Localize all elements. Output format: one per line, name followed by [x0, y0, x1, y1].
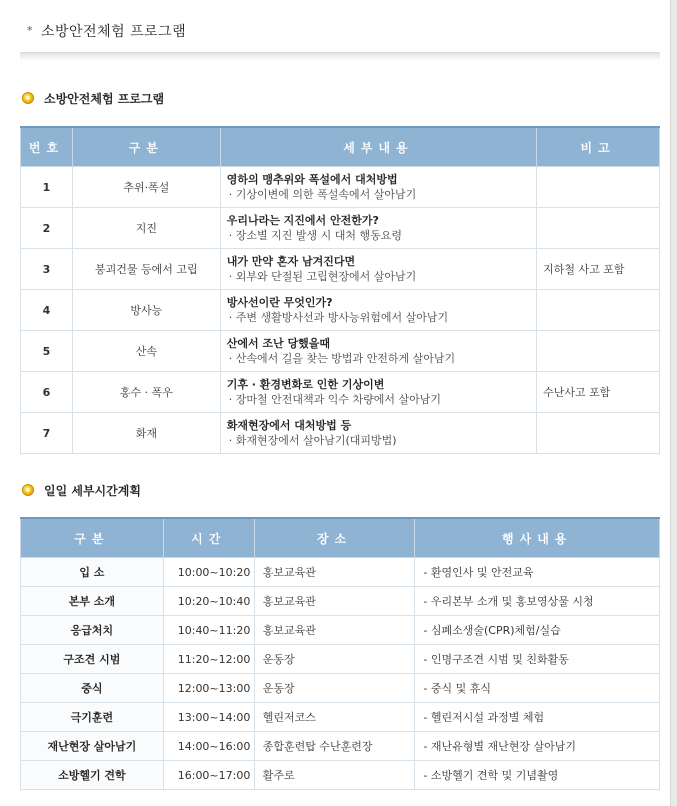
row-activity: - 환영인사 및 안전교육	[415, 558, 660, 587]
detail-title: 화재현장에서 대처방법 등	[226, 419, 352, 432]
row-place: 종합훈련탑 수난훈련장	[254, 732, 415, 761]
row-note	[537, 413, 660, 454]
row-activity: - 우리본부 소개 및 홍보영상물 시청	[415, 587, 660, 616]
row-time: 13:00~14:00	[163, 703, 254, 732]
header-note: 비고	[537, 127, 660, 167]
row-activity: - 인명구조견 시범 및 친화활동	[415, 645, 660, 674]
row-category: 재난현장 살아남기	[21, 732, 164, 761]
row-note: 지하철 사고 포함	[537, 249, 660, 290]
row-category: 구조견 시범	[21, 645, 164, 674]
row-number: 5	[21, 331, 73, 372]
detail-title: 우리나라는 지진에서 안전한가?	[226, 214, 379, 227]
row-detail	[220, 331, 536, 372]
row-note	[537, 167, 660, 208]
table-row	[21, 703, 660, 732]
row-place: 운동장	[254, 645, 415, 674]
detail-subtitle: · 화재현장에서 살아남기(대피방법)	[228, 434, 397, 447]
table-row	[21, 167, 660, 208]
detail-subtitle: · 기상이변에 의한 폭설속에서 살아남기	[228, 188, 417, 201]
table-row	[21, 674, 660, 703]
star-icon: *	[27, 24, 33, 37]
row-detail	[220, 249, 536, 290]
table-row	[21, 290, 660, 331]
table-row	[21, 732, 660, 761]
table-row	[21, 208, 660, 249]
section-title-text: 소방안전체험 프로그램	[44, 92, 165, 106]
header-number: 번호	[21, 127, 73, 167]
detail-subtitle: · 주변 생활방사선과 방사능위험에서 살아남기	[228, 311, 449, 324]
row-note: 수난사고 포함	[537, 372, 660, 413]
row-time: 12:00~13:00	[163, 674, 254, 703]
schedule-table-header	[21, 518, 660, 558]
row-category: 본부 소개	[21, 587, 164, 616]
detail-subtitle: · 외부와 단절된 고립현장에서 살아남기	[228, 270, 417, 283]
row-time: 14:00~16:00	[163, 732, 254, 761]
program-table	[20, 126, 660, 454]
detail-title: 방사선이란 무엇인가?	[226, 296, 333, 309]
row-place: 운동장	[254, 674, 415, 703]
page-header	[20, 12, 660, 53]
row-detail	[220, 290, 536, 331]
row-place: 홍보교육관	[254, 587, 415, 616]
table-row	[21, 587, 660, 616]
bullet-icon	[22, 484, 34, 496]
table-row	[21, 645, 660, 674]
table-row	[21, 413, 660, 454]
detail-subtitle: · 산속에서 길을 찾는 방법과 안전하게 살아남기	[228, 352, 456, 365]
header-activity: 행사내용	[415, 518, 660, 558]
row-category: 응급처치	[21, 616, 164, 645]
table-row	[21, 249, 660, 290]
row-place: 헬린저코스	[254, 703, 415, 732]
row-place: 활주로	[254, 761, 415, 790]
header-category: 구분	[72, 127, 220, 167]
row-category: 방사능	[72, 290, 220, 331]
header-detail: 세부내용	[220, 127, 536, 167]
detail-title: 기후 · 환경변화로 인한 기상이변	[226, 378, 385, 391]
table-row	[21, 558, 660, 587]
header-divider	[20, 53, 660, 61]
section-title-text: 일일 세부시간계획	[44, 484, 141, 498]
row-time: 11:20~12:00	[163, 645, 254, 674]
row-detail	[220, 372, 536, 413]
row-place: 홍보교육관	[254, 558, 415, 587]
row-number: 6	[21, 372, 73, 413]
row-note	[537, 331, 660, 372]
detail-subtitle: · 장마철 안전대책과 익수 차량에서 살아남기	[228, 393, 441, 406]
row-activity: - 심폐소생술(CPR)체험/실습	[415, 616, 660, 645]
row-detail	[220, 413, 536, 454]
table-row	[21, 331, 660, 372]
row-number: 1	[21, 167, 73, 208]
bullet-icon	[22, 92, 34, 104]
section-title-program	[22, 90, 164, 107]
row-category: 극기훈련	[21, 703, 164, 732]
row-activity: - 재난유형별 재난현장 살아남기	[415, 732, 660, 761]
row-activity: - 중식 및 휴식	[415, 674, 660, 703]
row-number: 3	[21, 249, 73, 290]
header-time: 시간	[163, 518, 254, 558]
row-time: 16:00~17:00	[163, 761, 254, 790]
row-category: 화재	[72, 413, 220, 454]
program-table-header	[21, 127, 660, 167]
row-number: 4	[21, 290, 73, 331]
row-number: 7	[21, 413, 73, 454]
row-note	[537, 208, 660, 249]
row-place: 홍보교육관	[254, 616, 415, 645]
schedule-table	[20, 517, 660, 790]
row-time: 10:00~10:20	[163, 558, 254, 587]
table-row	[21, 372, 660, 413]
detail-subtitle: · 장소별 지진 발생 시 대처 행동요령	[228, 229, 402, 242]
row-detail	[220, 167, 536, 208]
row-activity: - 소방헬기 견학 및 기념촬영	[415, 761, 660, 790]
header-place: 장소	[254, 518, 415, 558]
section-title-schedule	[22, 482, 141, 499]
row-number: 2	[21, 208, 73, 249]
detail-title: 산에서 조난 당했을때	[226, 337, 330, 350]
detail-title: 영하의 맹추위와 폭설에서 대처방법	[226, 173, 398, 186]
row-category: 산속	[72, 331, 220, 372]
row-category: 붕괴건물 등에서 고립	[72, 249, 220, 290]
row-time: 10:20~10:40	[163, 587, 254, 616]
table-row	[21, 761, 660, 790]
row-category: 추위·폭설	[72, 167, 220, 208]
row-category: 지진	[72, 208, 220, 249]
row-note	[537, 290, 660, 331]
row-detail	[220, 208, 536, 249]
row-category: 홍수 · 폭우	[72, 372, 220, 413]
page-title: 소방안전체험 프로그램	[41, 24, 187, 40]
row-time: 10:40~11:20	[163, 616, 254, 645]
row-activity: - 헬린저시설 과정별 체험	[415, 703, 660, 732]
table-row	[21, 616, 660, 645]
row-category: 소방헬기 견학	[21, 761, 164, 790]
row-category: 중식	[21, 674, 164, 703]
row-category: 입 소	[21, 558, 164, 587]
detail-title: 내가 만약 혼자 남겨진다면	[226, 255, 356, 268]
window-frame-edge	[670, 0, 677, 806]
header-category: 구분	[21, 518, 164, 558]
